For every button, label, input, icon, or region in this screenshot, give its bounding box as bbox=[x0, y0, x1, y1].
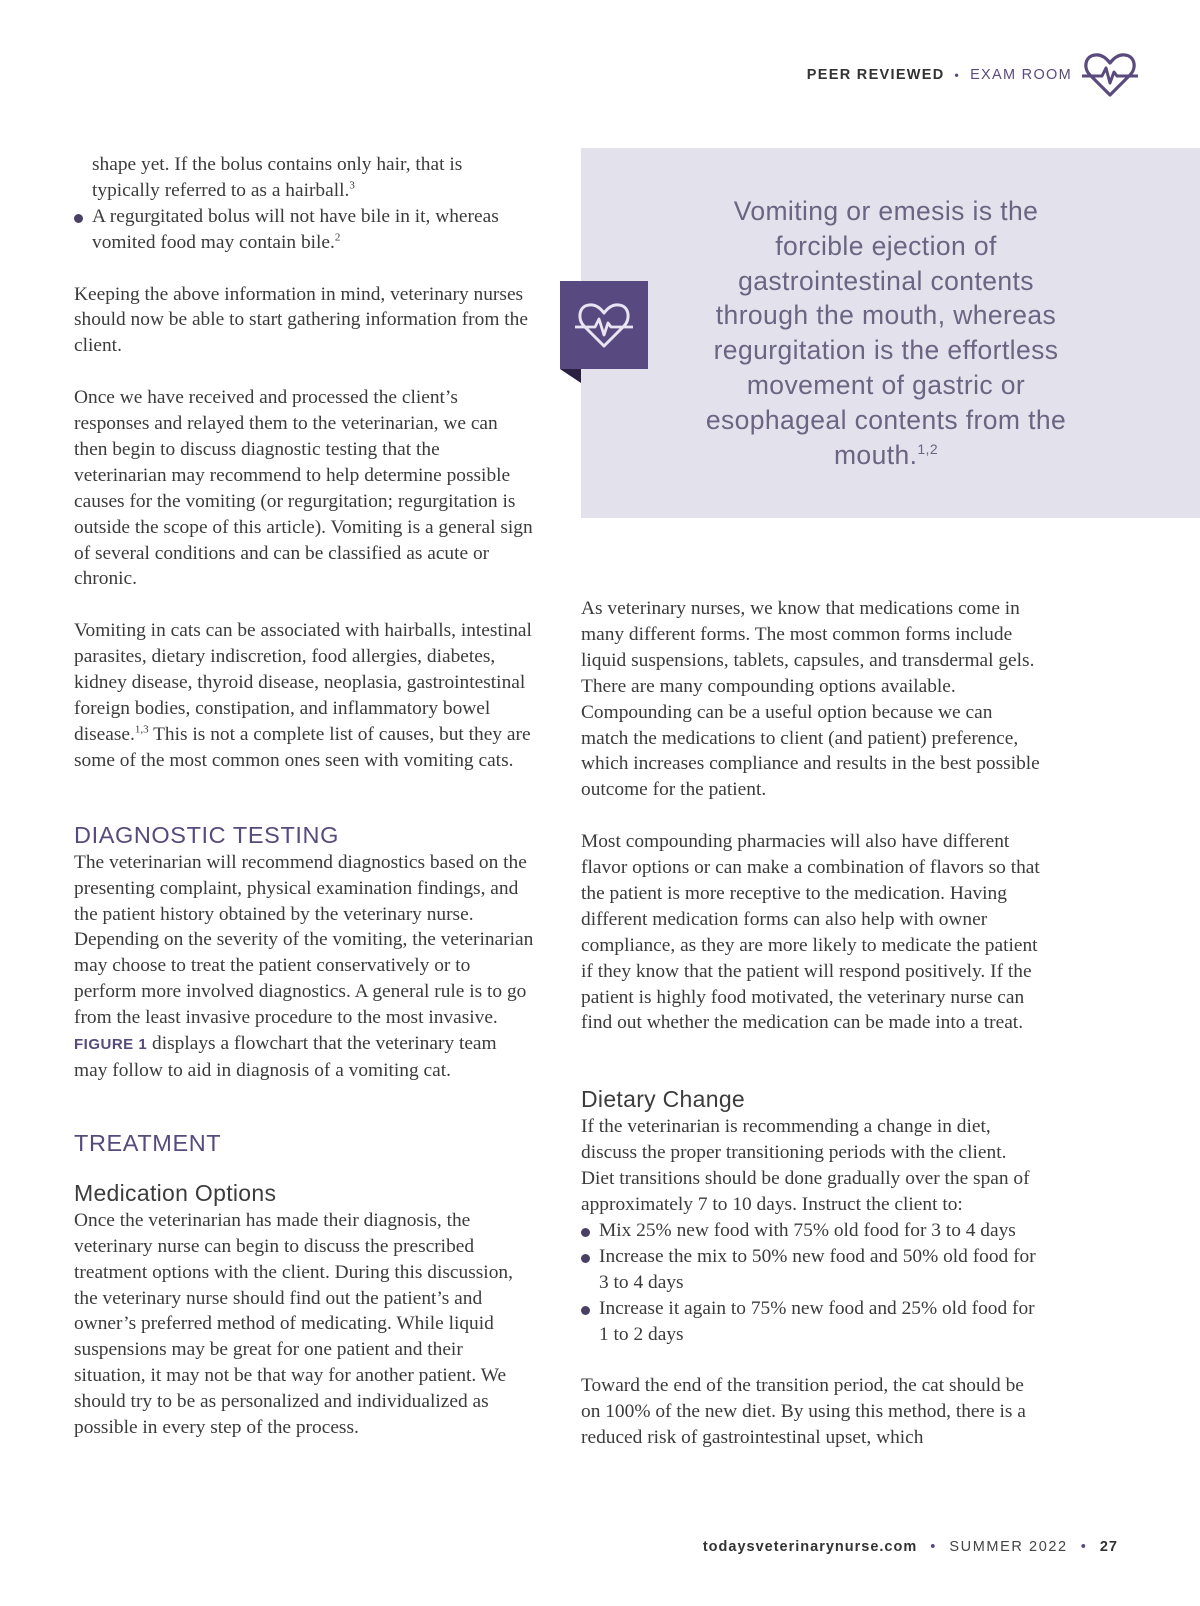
site-url: todaysveterinarynurse.com bbox=[702, 1539, 918, 1555]
bile-bullet-list bbox=[74, 152, 534, 256]
list-item: Mix 25% new food with 75% old food for 3 to 4 days bbox=[581, 1218, 1041, 1244]
paragraph: Once the veterinarian has made their diagnosis, the veterinary nurse can begin to discuss the prescribed treatment options with the client. During this discussion, the veterinary nurse should find out the patient’s and owner’s preferred method of medicating. While liquid suspensions may be great for one patient and their situation, it may not be that way for another patient. We should try to be as personalized and individualized as possible in every step of the process. bbox=[74, 1209, 513, 1439]
list-item: Increase the mix to 50% new food and 50% old food for 3 to 4 days bbox=[581, 1244, 1041, 1296]
page-header bbox=[807, 50, 1138, 100]
figure-reference-link[interactable]: FIGURE 1 bbox=[74, 1036, 148, 1054]
paragraph: As veterinary nurses, we know that medications come in many different forms. The most common forms include liquid suspensions, tablets, capsules, and transdermal gels. There are many compounding options available. Compounding can be a useful option because we can match the medications to client (and patient) preference, which increases compliance and results in the best possible outcome for the patient. bbox=[581, 598, 1040, 801]
paragraph: Once we have received and processed the client’s responses and relayed them to the veterinarian, we can then begin to discuss diagnostic testing that the veterinarian may recommend to help determine possible causes for the vomiting (or regurgitation; regurgitation is outside the scope of this article). Vomiting is a general sign of several conditions and can be classified as acute or chronic. bbox=[74, 387, 533, 590]
heart-pulse-icon bbox=[575, 299, 633, 351]
heart-pulse-icon bbox=[1082, 50, 1138, 100]
paragraph: Most compounding pharmacies will also have different flavor options or can make a combination of flavors so that the patient is more receptive to the medication. Having different medication forms can also help with owner compliance, as they are more likely to medicate the patient if they know that the patient will respond positively. If the patient is highly food motivated, the veterinary nurse can find out whether the medication can be made into a treat. bbox=[581, 831, 1040, 1034]
left-column bbox=[74, 152, 534, 1441]
diagnostic-testing-heading: DIAGNOSTIC TESTING bbox=[74, 821, 339, 848]
list-item: shape yet. If the bolus contains only hair, that is typically referred to as a hairball.$^3$ bbox=[92, 154, 463, 201]
peer-reviewed-label: PEER REVIEWED bbox=[806, 67, 945, 83]
diet-transition-list bbox=[581, 1218, 1041, 1348]
section-label: EXAM ROOM bbox=[970, 67, 1072, 83]
pull-quote-text: Vomiting or emesis is the forcible ejection of gastrointestinal contents through the mouth, whereas regurgitation is the effortless movement of gastric or esophageal contents from the mouth.$^{1,2}$ bbox=[705, 196, 1067, 470]
list-item: Increase it again to 75% new food and 25% old food for 1 to 2 days bbox=[581, 1296, 1041, 1348]
pull-quote bbox=[581, 148, 1200, 518]
page-number: 27 bbox=[1099, 1539, 1118, 1555]
paragraph: Keeping the above information in mind, veterinary nurses should now be able to start gathering information from the client. bbox=[74, 283, 528, 357]
medication-options-heading: Medication Options bbox=[74, 1179, 277, 1206]
footer-separator: • bbox=[1080, 1539, 1087, 1555]
paragraph: If the veterinarian is recommending a change in diet, discuss the proper transitioning periods with the client. Diet transitions should be done gradually over the span of approximately 7 to 10 days. Instruct the client to: bbox=[581, 1116, 1030, 1216]
tab-fold-shadow bbox=[560, 369, 581, 383]
treatment-heading: TREATMENT bbox=[74, 1129, 222, 1156]
dietary-change-heading: Dietary Change bbox=[581, 1086, 746, 1113]
pull-quote-tab bbox=[560, 281, 648, 369]
paragraph: The veterinarian will recommend diagnostics based on the presenting complaint, physical examination findings, and the patient history obtained by the veterinary nurse. Depending on the severity of the vomiting, the veterinarian may choose to treat the patient conservatively or to perform more involved diagnostics. A general rule is to go from the least invasive procedure to the most invasive. FIGURE 1 displays a flowchart that the veterinary team may follow to aid in diagnosis of a vomiting cat. bbox=[74, 851, 534, 1081]
footer-separator: • bbox=[930, 1539, 937, 1555]
right-column bbox=[581, 596, 1041, 1451]
page-footer bbox=[703, 1539, 1118, 1555]
paragraph: Vomiting in cats can be associated with hairballs, intestinal parasites, dietary indiscretion, food allergies, diabetes, kidney disease, thyroid disease, neoplasia, gastrointestinal foreign bodies, constipation, and inflammatory bowel disease.$^{1,3}$ This is not a complete list of causes, but they are some of the most common ones seen with vomiting cats. bbox=[74, 620, 532, 771]
paragraph: Toward the end of the transition period, the cat should be on 100% of the new diet. By using this method, there is a reduced risk of gastrointestinal upset, which bbox=[581, 1375, 1026, 1449]
header-separator: • bbox=[954, 68, 961, 82]
list-item: A regurgitated bolus will not have bile in it, whereas vomited food may contain bile.$^2$ bbox=[74, 204, 534, 256]
issue-label: SUMMER 2022 bbox=[949, 1539, 1068, 1555]
